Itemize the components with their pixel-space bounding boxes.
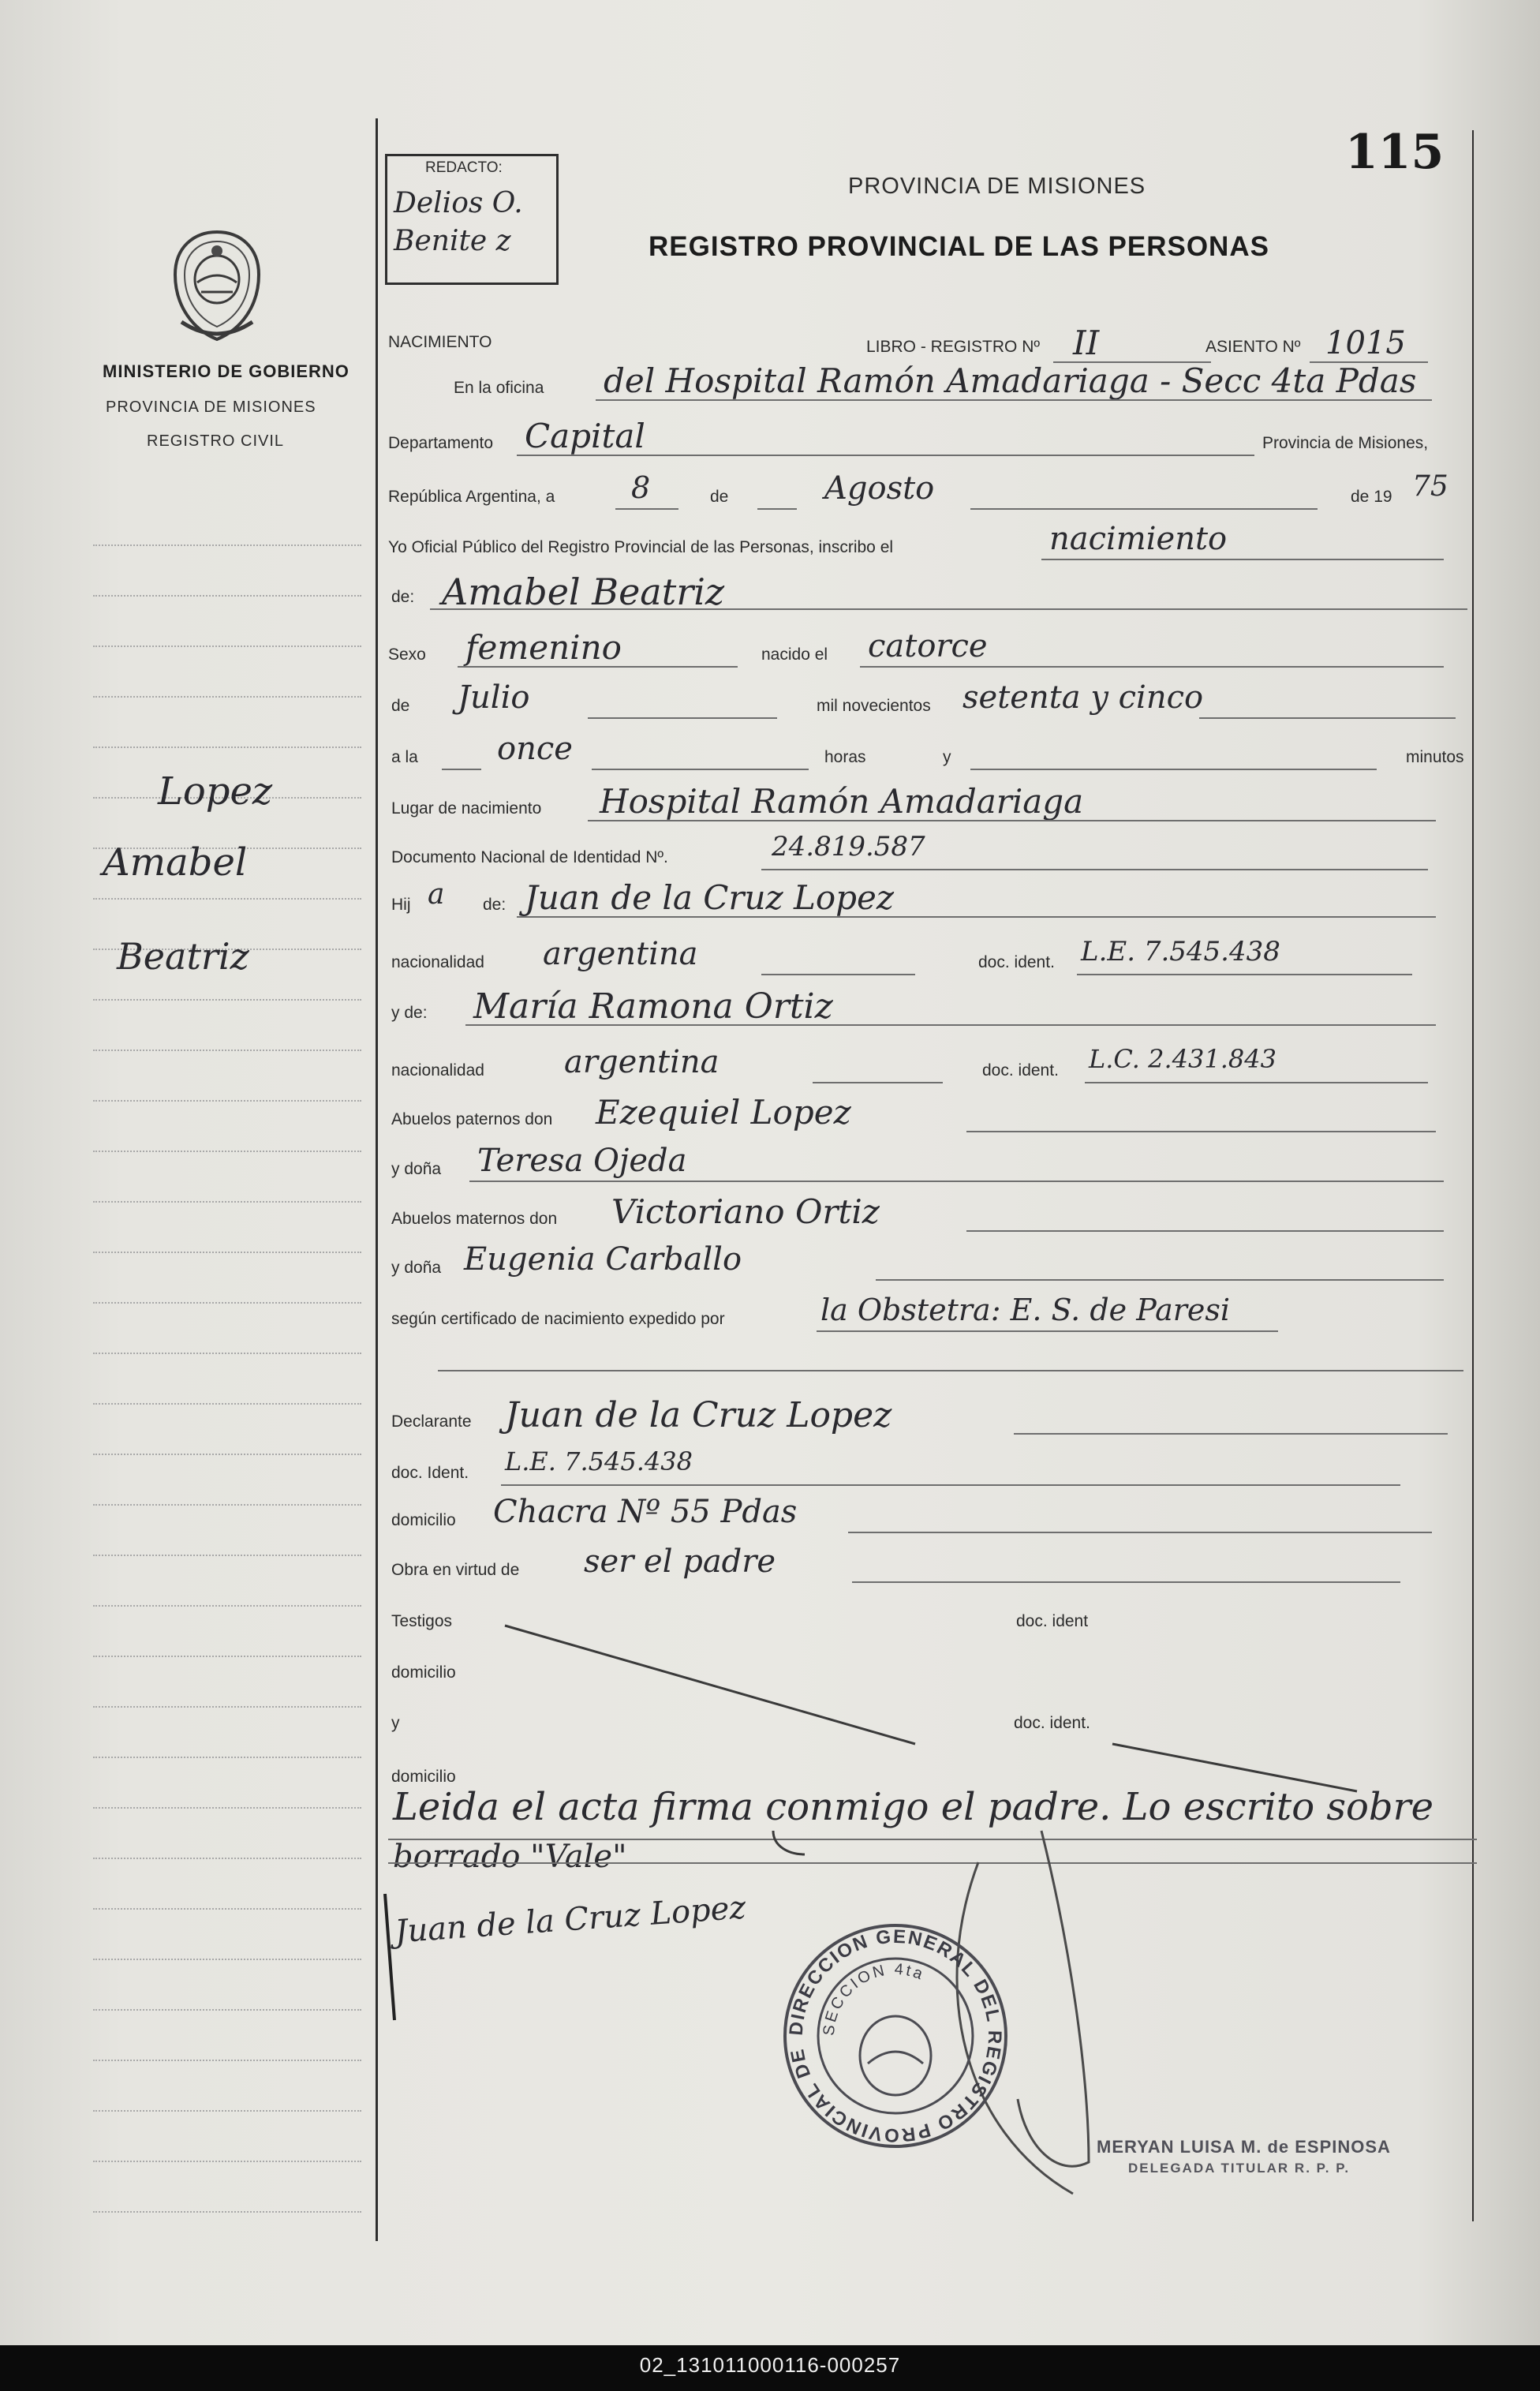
padre-value: Juan de la Cruz Lopez [525, 878, 895, 917]
hijo-de-label: de: [483, 896, 506, 914]
closing-text-1: Leida el acta firma conmigo el padre. Lo escrito sobre [393, 1785, 1433, 1829]
hijo-suffix: a [428, 878, 445, 911]
margin-dotted-line [93, 544, 361, 546]
redacto-label: REDACTO: [425, 159, 503, 176]
stamp-seal-icon [781, 1921, 1010, 2150]
fill-line [757, 508, 797, 510]
doc2-value: L.C. 2.431.843 [1089, 1044, 1276, 1074]
margin-dotted-line [93, 1858, 361, 1859]
nacido-value: catorce [868, 628, 988, 664]
margin-dotted-line [93, 1201, 361, 1203]
margin-dotted-line [93, 1151, 361, 1152]
obra-label: Obra en virtud de [391, 1561, 520, 1579]
libro-label: LIBRO - REGISTRO Nº [866, 338, 1041, 356]
de1-label: de [710, 488, 729, 506]
margin-dotted-line [93, 1050, 361, 1051]
fill-line [501, 1484, 1400, 1486]
margin-dotted-line [93, 898, 361, 900]
margin-dotted-line [93, 746, 361, 748]
margin-note-name1: Amabel [103, 840, 248, 885]
t-doc2-label: doc. ident. [1014, 1714, 1090, 1732]
mil-label: mil novecientos [817, 697, 931, 715]
fill-line [517, 455, 1254, 456]
fill-line [592, 769, 809, 770]
redacto-box [385, 154, 559, 285]
abp-label: Abuelos paternos don [391, 1110, 553, 1128]
province-heading: PROVINCIA DE MISIONES [848, 174, 1146, 199]
fill-line [970, 508, 1318, 510]
t-y-label: y [391, 1714, 400, 1732]
departamento-label: Departamento [388, 434, 494, 452]
sexo-value: femenino [465, 628, 622, 667]
anio-nac-value: setenta y cinco [962, 679, 1204, 716]
margin-dotted-line [93, 645, 361, 647]
fill-line [517, 916, 1436, 918]
nombre-value: Amabel Beatriz [442, 571, 725, 613]
coat-of-arms-icon [166, 227, 268, 344]
dom-label: domicilio [391, 1511, 456, 1529]
fill-line [876, 1279, 1444, 1281]
section-label: NACIMIENTO [388, 333, 492, 351]
fill-line [1014, 1433, 1448, 1435]
abm-label: Abuelos maternos don [391, 1210, 558, 1228]
nac1-value: argentina [543, 936, 698, 972]
abm-dona-label: y doña [391, 1259, 442, 1277]
redacto-signature: Delios O. Benite z [394, 187, 523, 257]
inscribo-value: nacimiento [1049, 521, 1228, 557]
fill-line [588, 717, 777, 719]
oficial-label: Yo Oficial Público del Registro Provincial de las Personas, inscribo el [388, 538, 894, 556]
margin-dotted-line [93, 2060, 361, 2061]
stamp-ring-text: DIRECCION GENERAL DEL REGISTRO PROVINCIAL DE [785, 1925, 1006, 2146]
official-stamp [781, 1921, 1010, 2150]
margin-dotted-line [93, 1656, 361, 1657]
docdec-value: L.E. 7.545.438 [505, 1446, 693, 1476]
mes-nac-value: Julio [458, 679, 530, 716]
fill-line [852, 1581, 1400, 1583]
asiento-value: 1015 [1325, 325, 1406, 361]
lugar-value: Hospital Ramón Amadariaga [600, 782, 1084, 821]
de-mes-label: de [391, 697, 410, 715]
hijo-label: Hij [391, 896, 411, 914]
ministry-seal [166, 227, 268, 344]
stamp-inner-text: SECCION 4ta [820, 1960, 928, 2037]
margin-dotted-line [93, 1555, 361, 1556]
margin-dotted-line [93, 595, 361, 597]
fill-line [1077, 974, 1412, 975]
dni-label: Documento Nacional de Identidad Nº. [391, 848, 668, 866]
declarante-value: Juan de la Cruz Lopez [505, 1395, 892, 1435]
margin-dotted-line [93, 1908, 361, 1910]
hora-value: once [497, 731, 573, 767]
dom-value: Chacra Nº 55 Pdas [493, 1494, 798, 1530]
abp-dona-label: y doña [391, 1160, 442, 1178]
margin-dotted-line [93, 1605, 361, 1607]
departamento-value: Capital [525, 417, 645, 455]
nac2-value: argentina [564, 1044, 720, 1080]
margin-dotted-line [93, 1252, 361, 1253]
margin-note-surname: Lopez [158, 769, 273, 814]
margin-dotted-line [93, 1353, 361, 1354]
officer-title: DELEGADA TITULAR R. P. P. [1128, 2161, 1351, 2176]
margin-dotted-line [93, 2009, 361, 2011]
nacido-label: nacido el [761, 645, 828, 664]
margin-dotted-line [93, 1302, 361, 1304]
margin-dotted-line [93, 1807, 361, 1809]
fill-line [1085, 1082, 1428, 1083]
fill-line [761, 974, 915, 975]
scan-caption: 02_131011000116-000257 [639, 2353, 901, 2377]
nac2-label: nacionalidad [391, 1061, 484, 1080]
margin-dotted-line [93, 1403, 361, 1405]
fill-line [438, 1370, 1463, 1371]
margin-note-name2: Beatriz [117, 935, 249, 978]
doc1-value: L.E. 7.545.438 [1081, 936, 1280, 967]
margin-dotted-line [93, 1757, 361, 1758]
fill-line [465, 1024, 1436, 1026]
republica-label: República Argentina, a [388, 488, 555, 506]
mes-value: Agosto [824, 470, 935, 507]
ministry-office: REGISTRO CIVIL [147, 432, 285, 450]
ala-label: a la [391, 748, 418, 766]
oficina-label: En la oficina [454, 379, 544, 397]
testigos-label: Testigos [391, 1612, 453, 1630]
declarante-label: Declarante [391, 1413, 472, 1431]
margin-dotted-line [93, 2211, 361, 2213]
fill-line [430, 608, 1467, 610]
abp-value: Ezequiel Lopez [596, 1093, 851, 1132]
margin-dotted-line [93, 999, 361, 1001]
fill-line [813, 1082, 943, 1083]
y-label: y [943, 748, 951, 766]
libro-value: II [1073, 324, 1100, 362]
asiento-label: ASIENTO Nº [1205, 338, 1301, 356]
dni-value: 24.819.587 [772, 831, 925, 862]
cert-value: la Obstetra: E. S. de Paresi [820, 1293, 1231, 1327]
officer-name: MERYAN LUISA M. de ESPINOSA [1097, 2137, 1391, 2157]
horas-label: horas [824, 748, 866, 766]
fill-line [761, 869, 1428, 870]
registry-title: REGISTRO PROVINCIAL DE LAS PERSONAS [649, 231, 1269, 262]
declarant-signature: Juan de la Cruz Lopez [393, 1889, 747, 1951]
fill-line [860, 666, 1444, 668]
fill-line [1199, 717, 1456, 719]
madre-value: María Ramona Ortiz [473, 986, 833, 1027]
margin-dotted-line [93, 1959, 361, 1960]
fill-line [817, 1330, 1278, 1332]
anio-value: 75 [1412, 470, 1448, 503]
closing-text-2: borrado "Vale" [393, 1839, 627, 1875]
fill-line [848, 1532, 1432, 1533]
fill-line [966, 1131, 1436, 1132]
fill-line [615, 508, 678, 510]
margin-dotted-line [93, 1100, 361, 1102]
ministry-province: PROVINCIA DE MISIONES [106, 398, 316, 416]
sexo-label: Sexo [388, 645, 426, 664]
nac1-label: nacionalidad [391, 953, 484, 971]
fill-line [588, 820, 1436, 821]
margin-dotted-line [93, 1706, 361, 1708]
abm-value: Victoriano Ortiz [611, 1192, 880, 1231]
oficina-value: del Hospital Ramón Amadariaga - Secc 4ta Pdas [604, 361, 1417, 400]
left-border-line [376, 118, 378, 2241]
yde-label: y de: [391, 1004, 428, 1022]
minutos-label: minutos [1406, 748, 1464, 766]
doc2-label: doc. ident. [982, 1061, 1059, 1080]
fill-line [596, 399, 1432, 401]
margin-dotted-line [93, 696, 361, 698]
t-dom2-label: domicilio [391, 1768, 456, 1786]
margin-dotted-line [93, 1454, 361, 1455]
doc1-label: doc. ident. [978, 953, 1055, 971]
t-dom1-label: domicilio [391, 1663, 456, 1682]
fill-line [442, 769, 481, 770]
page-number: 115 [1345, 125, 1445, 180]
obra-value: ser el padre [584, 1543, 776, 1580]
ministry-name: MINISTERIO DE GOBIERNO [103, 361, 349, 381]
abm-dona-value: Eugenia Carballo [464, 1241, 742, 1278]
margin-dotted-line [93, 2110, 361, 2112]
fill-line [469, 1181, 1444, 1182]
provincia-label: Provincia de Misiones, [1262, 434, 1429, 452]
cert-label: según certificado de nacimiento expedido por [391, 1310, 725, 1328]
abp-dona-value: Teresa Ojeda [477, 1143, 687, 1179]
t-doc1-label: doc. ident [1016, 1612, 1089, 1630]
dia-value: 8 [631, 470, 651, 505]
de2-label: de 19 [1351, 488, 1392, 506]
fill-line [966, 1230, 1444, 1232]
lugar-label: Lugar de nacimiento [391, 799, 542, 818]
fill-line [1041, 559, 1444, 560]
fill-line [458, 666, 738, 668]
de-label: de: [391, 588, 415, 606]
margin-dotted-line [93, 2161, 361, 2162]
docdec-label: doc. Ident. [391, 1464, 469, 1482]
fill-line [970, 769, 1377, 770]
margin-dotted-line [93, 1504, 361, 1506]
